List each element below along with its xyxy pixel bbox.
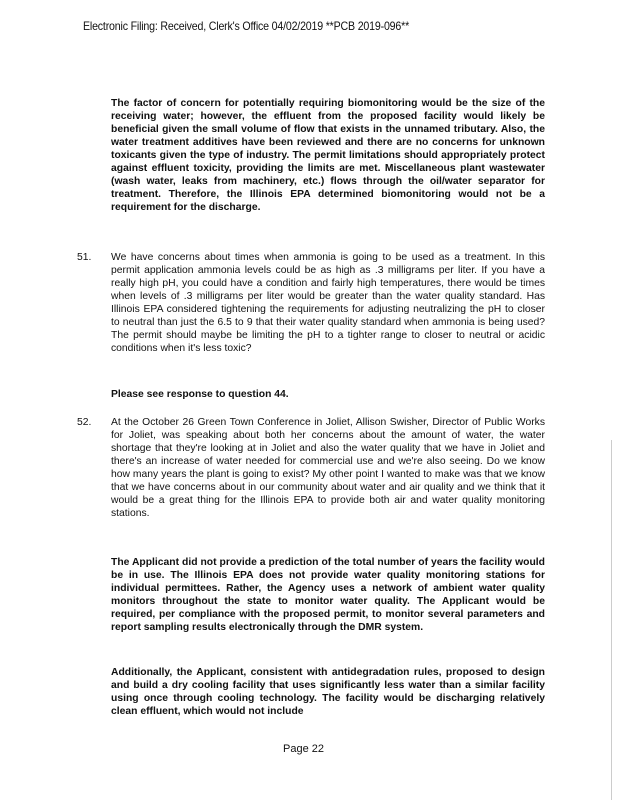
question-51-text: We have concerns about times when ammonia is going to be used as a treatment. In this permit application ammonia levels could be as high as .3 milligrams per liter. If you have a really high pH, you could have a condition and fairly high temperatures, there would be times when levels of .3 milligrams per liter would be greater than the water quality standard. Has Illinois EPA considered tightening the requirements for adjusting neutralizing the pH to closer to neutral than just the 6.5 to 9 that their water quality standard when ammonia is being used? The permit should maybe be limiting the pH to a tighter range to closer to neutral or acidic conditions when it's less toxic?	[111, 252, 545, 354]
question-52-number: 52.	[77, 417, 92, 428]
question-51-response: Please see response to question 44.	[111, 389, 289, 400]
filing-header: Electronic Filing: Received, Clerk's Office 04/02/2019 **PCB 2019-096**	[83, 19, 410, 33]
question-51-number: 51.	[77, 252, 92, 263]
question-52-text: At the October 26 Green Town Conference in Joliet, Allison Swisher, Director of Public Works for Joliet, was speaking about both her concerns about the amount of water, the water shortage that they're looking at in Joliet and also the water quality that we have in Joliet and there's an increase of water needed for commercial use and we're also seeing. Do we know how many years the plant is going to exist? My other point I wanted to make was that we know that we have concerns about in our community about water and air quality and we think that it would be a great thing for the Illinois EPA to provide both air and water quality monitoring stations.	[111, 417, 545, 519]
response-biomonitoring: The factor of concern for potentially requiring biomonitoring would be the size of the receiving water; however, the effluent from the proposed facility would likely be beneficial given the small volume of flow that exists in the unnamed tributary. Also, the water treatment additives have been reviewed and there are no concerns for unknown toxicants given the type of industry. The permit limitations should appropriately protect against effluent toxicity, providing the limits are met. Miscellaneous plant wastewater (wash water, leaks from machinery, etc.) flows through the oil/water separator for treatment. Therefore, the Illinois EPA determined biomonitoring would not be a requirement for the discharge.	[111, 98, 545, 213]
page-edge-line	[611, 440, 612, 800]
question-52-response-2: Additionally, the Applicant, consistent with antidegradation rules, proposed to design and build a dry cooling facility that uses significantly less water than a similar facility using once through cooling technology. The facility would be discharging relatively clean effluent, which would not include	[111, 667, 545, 717]
page-number: Page 22	[283, 743, 324, 755]
question-52-response-1: The Applicant did not provide a prediction of the total number of years the facility would be in use. The Illinois EPA does not provide water quality monitoring stations for individual permittees. Rather, the Agency uses a network of ambient water quality monitors throughout the state to monitor water quality. The Applicant would be required, per compliance with the proposed permit, to monitor several parameters and report sampling results electronically through the DMR system.	[111, 557, 545, 633]
